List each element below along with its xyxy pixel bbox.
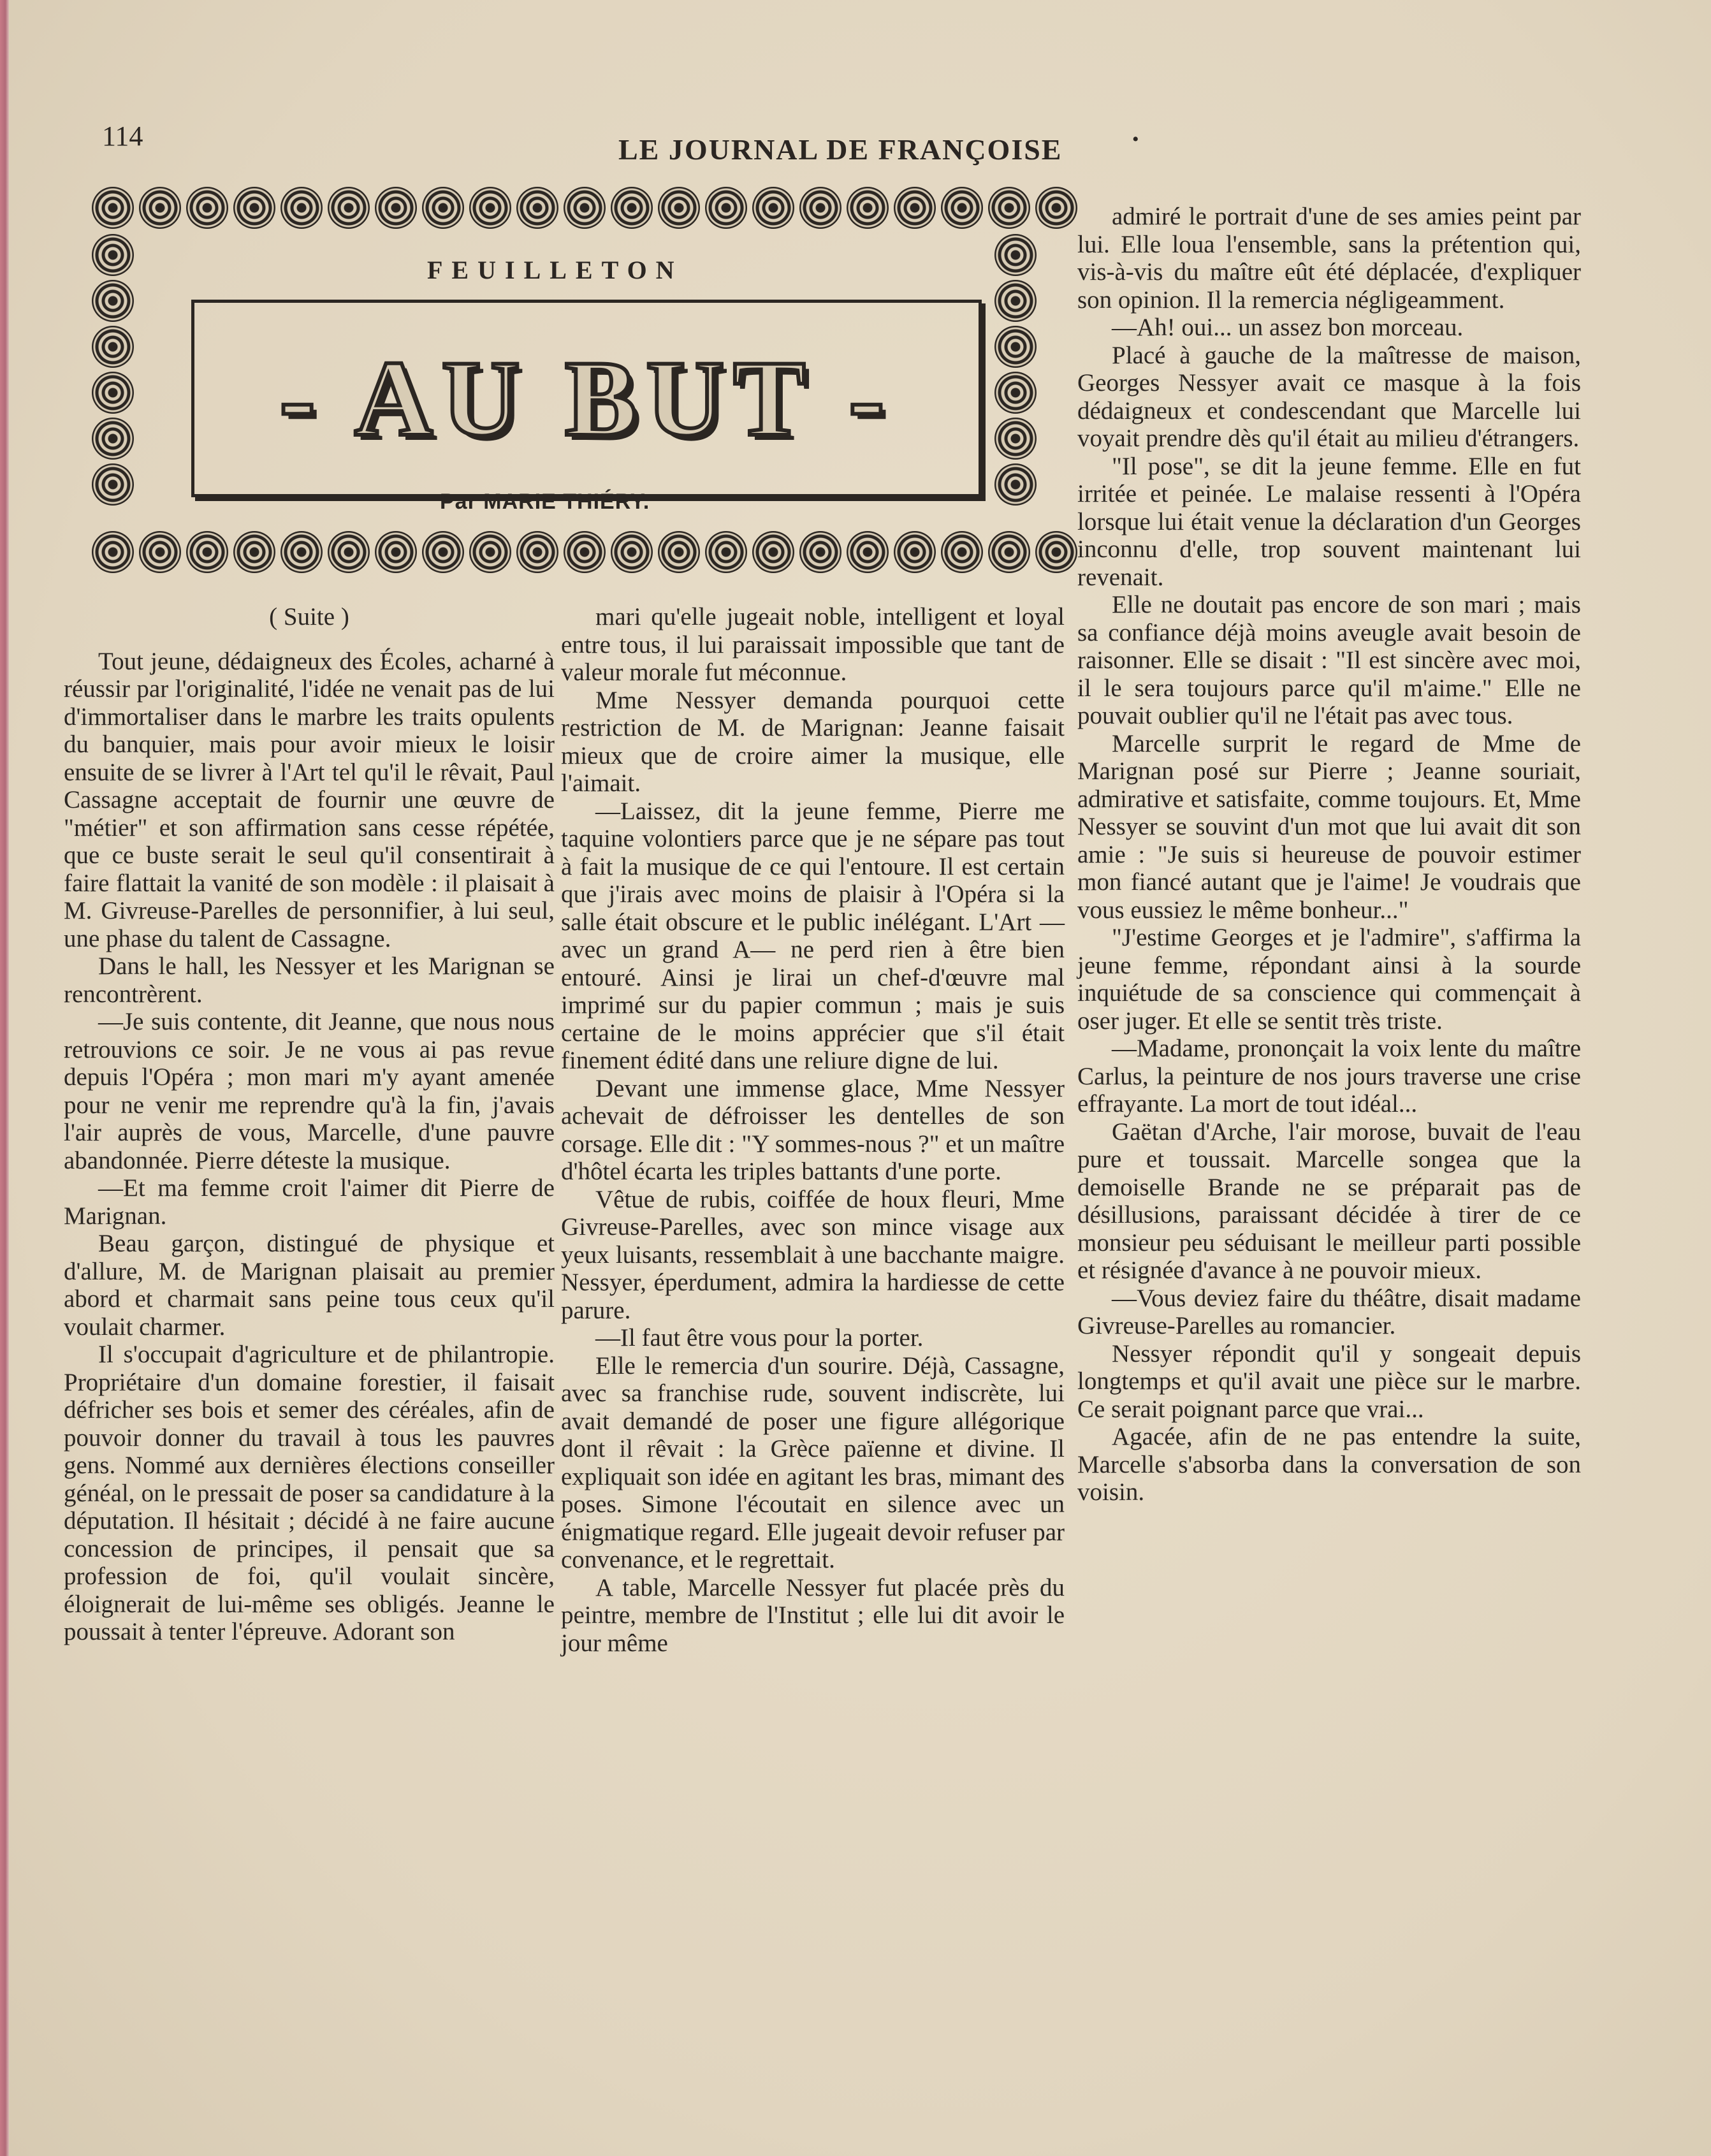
- rosette-ornament: [280, 531, 323, 573]
- rosette-ornament: [994, 326, 1037, 368]
- page-number: 114: [102, 120, 143, 152]
- rosette-ornament: [186, 531, 228, 573]
- rosette-ornament: [799, 531, 841, 573]
- rosette-ornament: [422, 531, 464, 573]
- paragraph: "J'estime Georges et je l'admire", s'affirma la jeune femme, répondant ainsi à la sourde inquiétude de sa conscience qui commençait à oser juger. Et elle se sentit très triste.: [1077, 924, 1581, 1035]
- paragraph: Mme Nessyer demanda pourquoi cette restriction de M. de Marignan: Jeanne faisait mieux que de croire aimer la musique, elle l'aimait.: [561, 686, 1065, 797]
- paragraph: —Il faut être vous pour la porter.: [595, 1324, 924, 1351]
- rosette-ornament: [799, 187, 841, 229]
- paragraph: —Ah! oui... un assez bon morceau.: [1112, 314, 1464, 341]
- rosette-ornament: [186, 187, 228, 229]
- rosette-ornament: [92, 418, 134, 460]
- byline: Par MARIE THIÉRY.: [440, 490, 650, 514]
- paragraph: Nessyer répondit qu'il y songeait depuis longtemps et qu'il avait une pièce sur le marbre. Ce serait poignant parce que vrai...: [1077, 1339, 1581, 1423]
- rosette-ornament: [1035, 531, 1077, 573]
- paragraph: Il s'occupait d'agriculture et de philantropie. Propriétaire d'un domaine forestier, il faisait défricher ses bois et semer des céréales, afin de pouvoir donner du travail à tous les pauvres gens. Nommé aux dernières élections conseiller généal, on le pressait de poser sa candidature à la députation. Il hésitait ; décidé à ne faire aucune concession de principes, il pensait que sa profession de foi, qu'il voulait sincère, éloignerait de lui-même ses obligés. Jeanne le poussait à tenter l'épreuve. Adorant son: [64, 1341, 555, 1645]
- rosette-ornament: [847, 187, 889, 229]
- rosette-ornament: [92, 187, 134, 229]
- paragraph: "Il pose", se dit la jeune femme. Elle en fut irritée et peinée. Le malaise ressenti à l'Opéra lorsque lui était venue la déclaration d'un Georges inconnu d'elle, trop souvent maintenant lui revenait.: [1077, 452, 1581, 591]
- paragraph: —Madame, prononçait la voix lente du maître Carlus, la peinture de nos jours traverse une crise effrayante. La mort de tout idéal...: [1077, 1035, 1581, 1118]
- rosette-ornament: [233, 531, 275, 573]
- rosette-ornament: [92, 326, 134, 368]
- paragraph: Beau garçon, distingué de physique et d'allure, M. de Marignan plaisait au premier abord et charmait sans peine tous ceux qu'il voulait charmer.: [64, 1230, 555, 1341]
- paragraph: —Laissez, dit la jeune femme, Pierre me taquine volontiers parce que je ne sépare pas tout à fait la musique de ce qui l'entoure. Il est certain que j'irais avec moins de plaisir à l'Opéra si la salle était obscure et le public inélégant. L'Art — avec un grand A— ne perd rien à être bien entouré. Ainsi je lirai un chef-d'œuvre mal imprimé sur du papier commun ; mais je suis certaine de le moins apprécier que s'il était finement édité dans une reliure digne de lui.: [561, 797, 1065, 1074]
- rosette-ornament: [422, 187, 464, 229]
- rosette-ornament: [847, 531, 889, 573]
- rosette-ornament: [752, 531, 794, 573]
- rosette-ornament: [705, 531, 747, 573]
- feuilleton-title-frame: [89, 185, 1058, 593]
- text-column-1: [64, 603, 555, 1646]
- rosette-ornament: [280, 187, 323, 229]
- rosette-ornament: [516, 187, 558, 229]
- paragraph: Dans le hall, les Nessyer et les Marignan se rencontrèrent.: [64, 952, 555, 1008]
- rosette-ornament: [233, 187, 275, 229]
- paragraph: admiré le portrait d'une de ses amies peint par lui. Elle loua l'ensemble, sans la prétention qui, vis-à-vis du maître eût été déplacée, d'expliquer son opinion. Il la remercia négligeamment.: [1077, 203, 1581, 314]
- rosette-ornament: [988, 531, 1030, 573]
- rosette-ornament: [328, 531, 370, 573]
- rosette-ornament: [564, 187, 606, 229]
- paragraph: Agacée, afin de ne pas entendre la suite, Marcelle s'absorba dans la conversation de son voisin.: [1077, 1423, 1581, 1506]
- rosette-ornament: [375, 187, 417, 229]
- rosette-ornament: [469, 531, 511, 573]
- rosette-border-right: [992, 232, 1039, 507]
- paragraph: Elle le remercia d'un sourire. Déjà, Cassagne, avec sa franchise rude, souvent indiscrète, lui avait demandé de poser une figure allégorique dont il rêvait : la Grèce païenne et divine. Il expliquait son idée en agitant les bras, mimant des poses. Simone l'écoutait en silence avec un énigmatique regard. Elle jugeait devoir refuser par convenance, et le regrettait.: [561, 1351, 1065, 1573]
- rosette-ornament: [516, 531, 558, 573]
- rosette-ornament: [894, 187, 936, 229]
- continued-label: ( Suite ): [269, 603, 349, 630]
- rosette-ornament: [92, 372, 134, 414]
- rosette-border-top: [89, 185, 1080, 231]
- rosette-border-left: [89, 232, 136, 507]
- rosette-ornament: [994, 418, 1037, 460]
- paragraph: Devant une immense glace, Mme Nessyer achevait de défroisser les dentelles de son corsage. Elle dit : "Y sommes-nous ?" et un maître d'hôtel écarta les triples battants d'une porte.: [561, 1074, 1065, 1185]
- text-column-2: [561, 603, 1065, 1657]
- rosette-ornament: [988, 187, 1030, 229]
- rosette-ornament: [92, 280, 134, 322]
- rosette-ornament: [941, 187, 983, 229]
- rosette-ornament: [994, 372, 1037, 414]
- rosette-ornament: [994, 234, 1037, 276]
- header-bullet: •: [1132, 129, 1139, 150]
- rosette-ornament: [994, 463, 1037, 506]
- rosette-ornament: [92, 234, 134, 276]
- rosette-ornament: [375, 531, 417, 573]
- rosette-ornament: [1035, 187, 1077, 229]
- rosette-ornament: [611, 187, 653, 229]
- rosette-ornament: [894, 531, 936, 573]
- section-label: FEUILLETON: [427, 256, 683, 284]
- paragraph: A table, Marcelle Nessyer fut placée près du peintre, membre de l'Institut ; elle lui dit avoir le jour même: [561, 1573, 1065, 1657]
- rosette-ornament: [92, 463, 134, 506]
- rosette-ornament: [658, 187, 700, 229]
- binding-edge: [0, 0, 9, 2156]
- rosette-ornament: [469, 187, 511, 229]
- text-column-3: [1077, 203, 1581, 1506]
- rosette-ornament: [139, 531, 181, 573]
- rosette-ornament: [564, 531, 606, 573]
- paragraph: Elle ne doutait pas encore de son mari ; mais sa confiance déjà moins aveugle avait besoin de raisonner. Elle se disait : "Il est sincère avec moi, il le sera toujours parce qu'il m'aime." Elle ne pouvait oublier qu'il ne l'était pas avec tous.: [1077, 591, 1581, 729]
- rosette-ornament: [705, 187, 747, 229]
- paragraph: —Vous deviez faire du théâtre, disait madame Givreuse-Parelles au romancier.: [1077, 1284, 1581, 1339]
- journal-title: LE JOURNAL DE FRANÇOISE: [618, 133, 1063, 166]
- paragraph: Gaëtan d'Arche, l'air morose, buvait de l'eau pure et toussait. Marcelle songea que la demoiselle Brande ne se préparait pas de désillusions, paraissant décidée à tirer de ce monsieur peu séduisant le meilleur parti possible et résignée d'avance à ne pouvoir mieux.: [1077, 1118, 1581, 1284]
- rosette-ornament: [658, 531, 700, 573]
- paragraph: Marcelle surprit le regard de Mme de Marignan posé sur Pierre ; Jeanne souriait, admirative et satisfaite, comme toujours. Et, Mme Nessyer se souvint d'un mot que lui avait dit son amie : "Je suis si heureuse de pouvoir estimer mon fiancé autant que je l'aime! Je voudrais que vous eussiez le même bonheur...": [1077, 729, 1581, 924]
- paragraph: —Je suis contente, dit Jeanne, que nous nous retrouvions ce soir. Je ne vous ai pas revue depuis l'Opéra ; mon mari m'y ayant amenée pour ne venir me reprendre qu'à la fin, j'avais l'air auprès de vous, Marcelle, d'une pauvre abandonnée. Pierre déteste la musique.: [64, 1008, 555, 1174]
- rosette-ornament: [328, 187, 370, 229]
- rosette-ornament: [139, 187, 181, 229]
- rosette-ornament: [611, 531, 653, 573]
- paragraph: Placé à gauche de la maîtresse de maison, Georges Nessyer avait ce masque à la fois dédaigneux et condescendant que Marcelle lui voyait prendre dès qu'il était au milieu d'étrangers.: [1077, 341, 1581, 452]
- story-title: - AU BUT -: [279, 338, 894, 458]
- paragraph: Vêtue de rubis, coiffée de houx fleuri, Mme Givreuse-Parelles, avec son mince visage aux yeux luisants, ressemblait à une bacchante maigre. Nessyer, éperdument, admira la hardiesse de cette parure.: [561, 1185, 1065, 1324]
- paragraph: Tout jeune, dédaigneux des Écoles, acharné à réussir par l'originalité, l'idée ne venait pas de lui d'immortaliser dans le marbre les traits opulents du banquier, mais pour avoir mieux le loisir ensuite de se livrer à l'Art tel qu'il le rêvait, Paul Cassagne acceptait de fournir une œuvre de "métier" et son affirmation sans cesse répétée, que ce buste serait le seul qu'il consentirait à faire flattait la vanité de son modèle : il plaisait à M. Givreuse-Parelles de personnifier, à lui seul, une phase du talent de Cassagne.: [64, 647, 555, 952]
- rosette-border-bottom: [89, 529, 1080, 575]
- rosette-ornament: [92, 531, 134, 573]
- rosette-ornament: [941, 531, 983, 573]
- paragraph: mari qu'elle jugeait noble, intelligent et loyal entre tous, il lui paraissait impossible que tant de valeur morale fut méconnue.: [561, 603, 1065, 686]
- rosette-ornament: [994, 280, 1037, 322]
- rosette-ornament: [752, 187, 794, 229]
- paragraph: —Et ma femme croit l'aimer dit Pierre de Marignan.: [64, 1174, 555, 1230]
- title-box: [191, 300, 982, 497]
